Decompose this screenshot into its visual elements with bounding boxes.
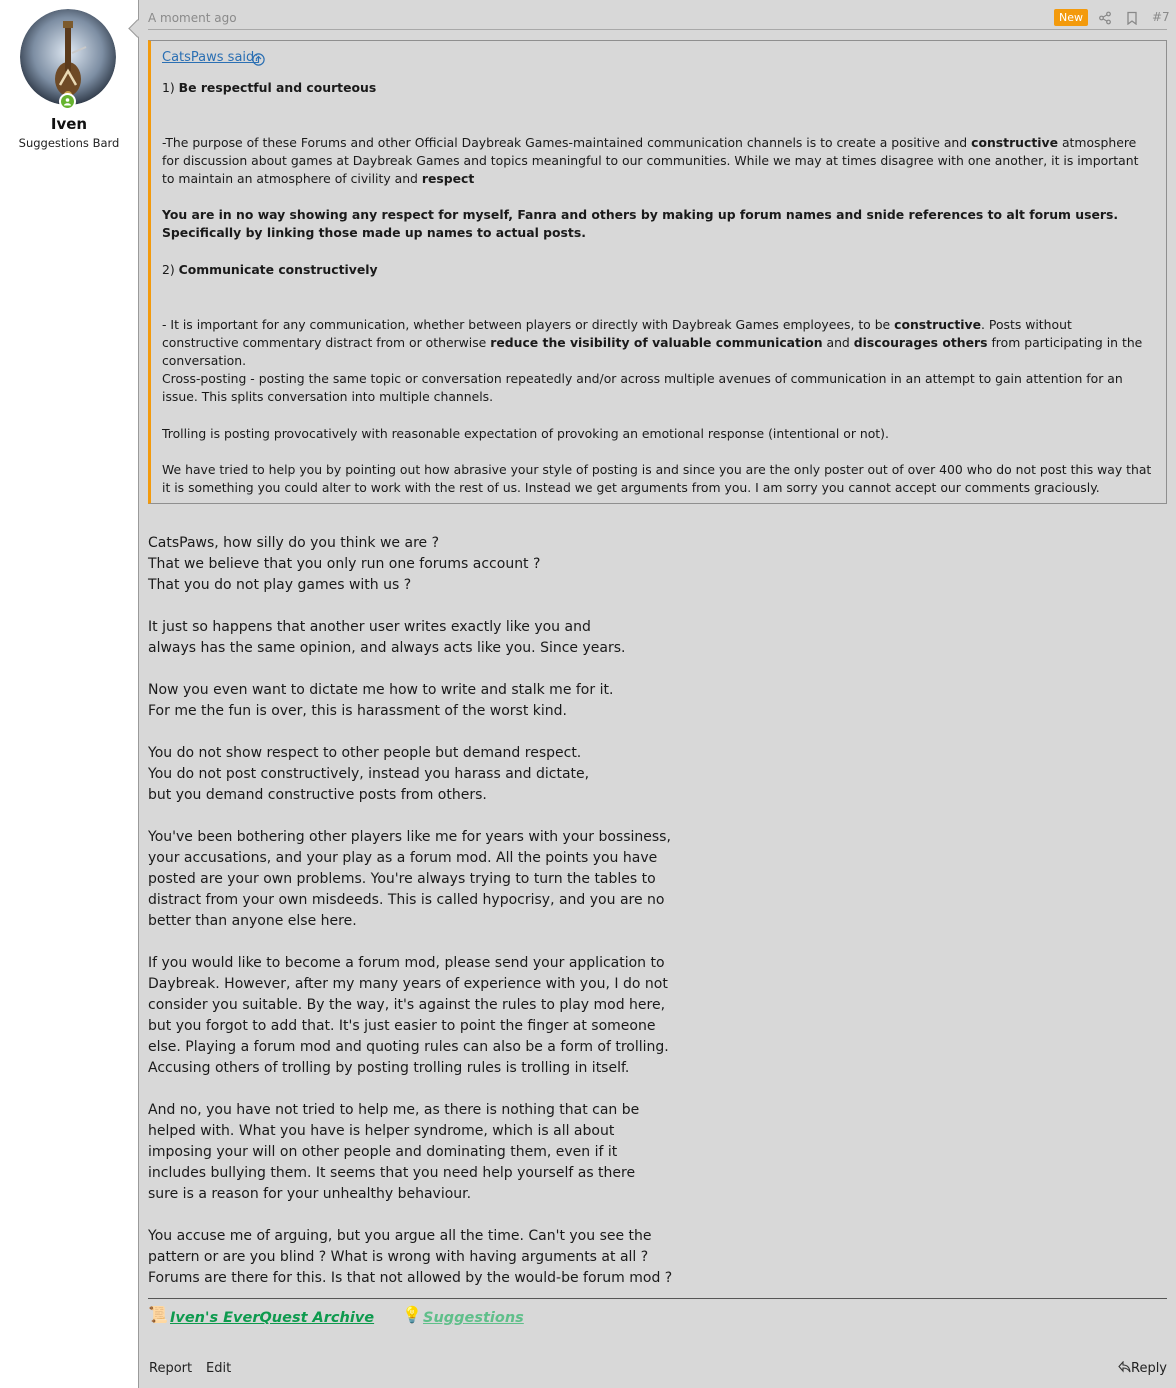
post-line: imposing your will on other people and dominating them, even if it	[148, 1144, 618, 1160]
post-paragraph	[148, 953, 748, 1079]
post-line: but you forgot to add that. It's just easier to point the finger at someone	[148, 1018, 656, 1034]
quote-bold-text: respect	[421, 171, 475, 186]
lightbulb-icon: 💡	[402, 1305, 422, 1324]
post-line: You accuse me of arguing, but you argue all the time. Can't you see the	[148, 1228, 652, 1244]
rule-title: Be respectful and courteous	[178, 80, 377, 95]
post-header	[148, 0, 1170, 30]
post-body	[148, 533, 748, 1310]
post-paragraph	[148, 617, 748, 659]
quote-text: atmosphere for discussion about games at Daybreak Games and topics meaningful to our communities. While we may at times disagree with one another, it is important to maintain an atmosphere of civility and	[162, 135, 1139, 186]
arrow-up-circle-icon[interactable]	[252, 51, 265, 70]
post-line: sure is a reason for your unhealthy behaviour.	[148, 1186, 472, 1202]
post-line: Daybreak. However, after my many years of experience with you, I do not	[148, 976, 668, 992]
post-line: You do not show respect to other people but demand respect.	[148, 745, 582, 761]
signature-link-suggestions[interactable]: Suggestions	[423, 1310, 524, 1326]
share-icon[interactable]	[1098, 10, 1112, 24]
quote-block	[148, 40, 1167, 504]
quote-paragraph: Cross-posting - posting the same topic or conversation repeatedly and/or across multiple avenues of communication in an attempt to gain attention for an issue. This splits conversation into multiple channels.	[162, 371, 1123, 404]
post-line: You've been bothering other players like me for years with your bossiness,	[148, 829, 671, 845]
edit-button[interactable]: Edit	[206, 1361, 232, 1376]
quote-paragraph: Trolling is posting provocatively with reasonable expectation of provoking an emotional response (intentional or not).	[162, 426, 889, 441]
post-paragraph	[148, 827, 748, 932]
quote-bold-text: constructive	[971, 135, 1058, 150]
post-line: includes bullying them. It seems that you need help yourself as there	[148, 1165, 636, 1181]
bookmark-icon[interactable]	[1125, 10, 1139, 24]
quote-text: . Posts without constructive commentary distract from or otherwise	[162, 317, 1072, 350]
post-line: It just so happens that another user writes exactly like you and	[148, 619, 591, 635]
quote-paragraph	[162, 206, 1152, 242]
scroll-icon: 📜	[148, 1305, 168, 1324]
quote-text: from participating in the conversation.	[162, 335, 1143, 368]
user-sidebar	[0, 0, 138, 1388]
reply-label: Reply	[1131, 1361, 1168, 1376]
post-line: distract from your own misdeeds. This is called hypocrisy, and you are no	[148, 892, 665, 908]
new-badge: New	[1054, 9, 1088, 26]
post-line: your accusations, and your play as a forum mod. All the points you have	[148, 850, 658, 866]
post-line: helped with. What you have is helper syndrome, which is all about	[148, 1123, 615, 1139]
post-line: always has the same opinion, and always acts like you. Since years.	[148, 640, 626, 656]
quote-paragraph	[162, 316, 1152, 370]
reply-button[interactable]	[1118, 1361, 1167, 1376]
post-line: pattern or are you blind ? What is wrong with having arguments at all ?	[148, 1249, 649, 1265]
quote-bold-text: You are in no way showing any respect for myself, Fanra and others by making up forum names and snide references to alt forum users. Specifically by linking those made up names to actual posts.	[162, 207, 1119, 240]
rule-title: Communicate constructively	[178, 262, 378, 277]
quote-text: and	[822, 335, 854, 350]
quote-bold-text: constructive	[894, 317, 982, 332]
report-button[interactable]: Report	[149, 1361, 193, 1376]
quote-text: - It is important for any communication, whether between players or directly with Daybreak Games employees, to be	[162, 317, 895, 332]
post-paragraph	[148, 743, 748, 806]
quote-bold-text: reduce the visibility of valuable communication	[490, 335, 823, 350]
post-line: posted are your own problems. You're always trying to turn the tables to	[148, 871, 656, 887]
quote-rule-2	[162, 261, 1152, 279]
rule-number: 1)	[162, 80, 179, 95]
quote-attribution-link[interactable]: CatsPaws said:	[162, 50, 259, 65]
post-timestamp[interactable]: A moment ago	[148, 11, 237, 25]
post-line: That we believe that you only run one forums account ?	[148, 556, 541, 572]
post-paragraph	[148, 680, 748, 722]
post-line: That you do not play games with us ?	[148, 577, 412, 593]
post-line: better than anyone else here.	[148, 913, 357, 929]
quote-text: -The purpose of these Forums and other Official Daybreak Games-maintained communication channels is to create a positive and	[162, 135, 972, 150]
post-line: CatsPaws, how silly do you think we are ?	[148, 535, 440, 551]
post-line: Forums are there for this. Is that not allowed by the would-be forum mod ?	[148, 1270, 673, 1286]
post-line: You do not post constructively, instead you harass and dictate,	[148, 766, 590, 782]
user-title: Suggestions Bard	[18, 136, 120, 150]
post-line: but you demand constructive posts from others.	[148, 787, 487, 803]
avatar[interactable]	[20, 9, 116, 105]
signature-link-archive[interactable]: Iven's EverQuest Archive	[170, 1310, 375, 1326]
post-paragraph	[148, 1226, 748, 1289]
post-line: consider you suitable. By the way, it's against the rules to play mod here,	[148, 997, 666, 1013]
rule-number: 2)	[162, 262, 179, 277]
post-line: Accusing others of trolling by posting trolling rules is trolling in itself.	[148, 1060, 630, 1076]
post-line: And no, you have not tried to help me, as there is nothing that can be	[148, 1102, 640, 1118]
post-line: For me the fun is over, this is harassment of the worst kind.	[148, 703, 567, 719]
reply-icon	[1118, 1361, 1131, 1373]
post-paragraph	[148, 533, 748, 596]
quote-paragraph	[162, 134, 1152, 188]
online-status-icon	[59, 93, 76, 110]
quote-paragraph: We have tried to help you by pointing out how abrasive your style of posting is and since you are the only poster out of over 400 who do not post this way that it is something you could alter to work with the rest of us. Instead we get arguments from you. I am sorry you cannot accept our comments graciously.	[162, 462, 1152, 495]
post-paragraph	[148, 1100, 748, 1205]
signature-divider	[148, 1298, 1167, 1299]
quote-rule-1	[162, 79, 1152, 97]
post-number[interactable]: #7	[1152, 10, 1170, 24]
post-line: else. Playing a forum mod and quoting rules can also be a form of trolling.	[148, 1039, 669, 1055]
sidebar-divider	[138, 0, 139, 1388]
post-line: If you would like to become a forum mod, please send your application to	[148, 955, 665, 971]
post-line: Now you even want to dictate me how to write and stalk me for it.	[148, 682, 614, 698]
quote-bold-text: discourages others	[853, 335, 988, 350]
user-name[interactable]: Iven	[50, 115, 88, 133]
